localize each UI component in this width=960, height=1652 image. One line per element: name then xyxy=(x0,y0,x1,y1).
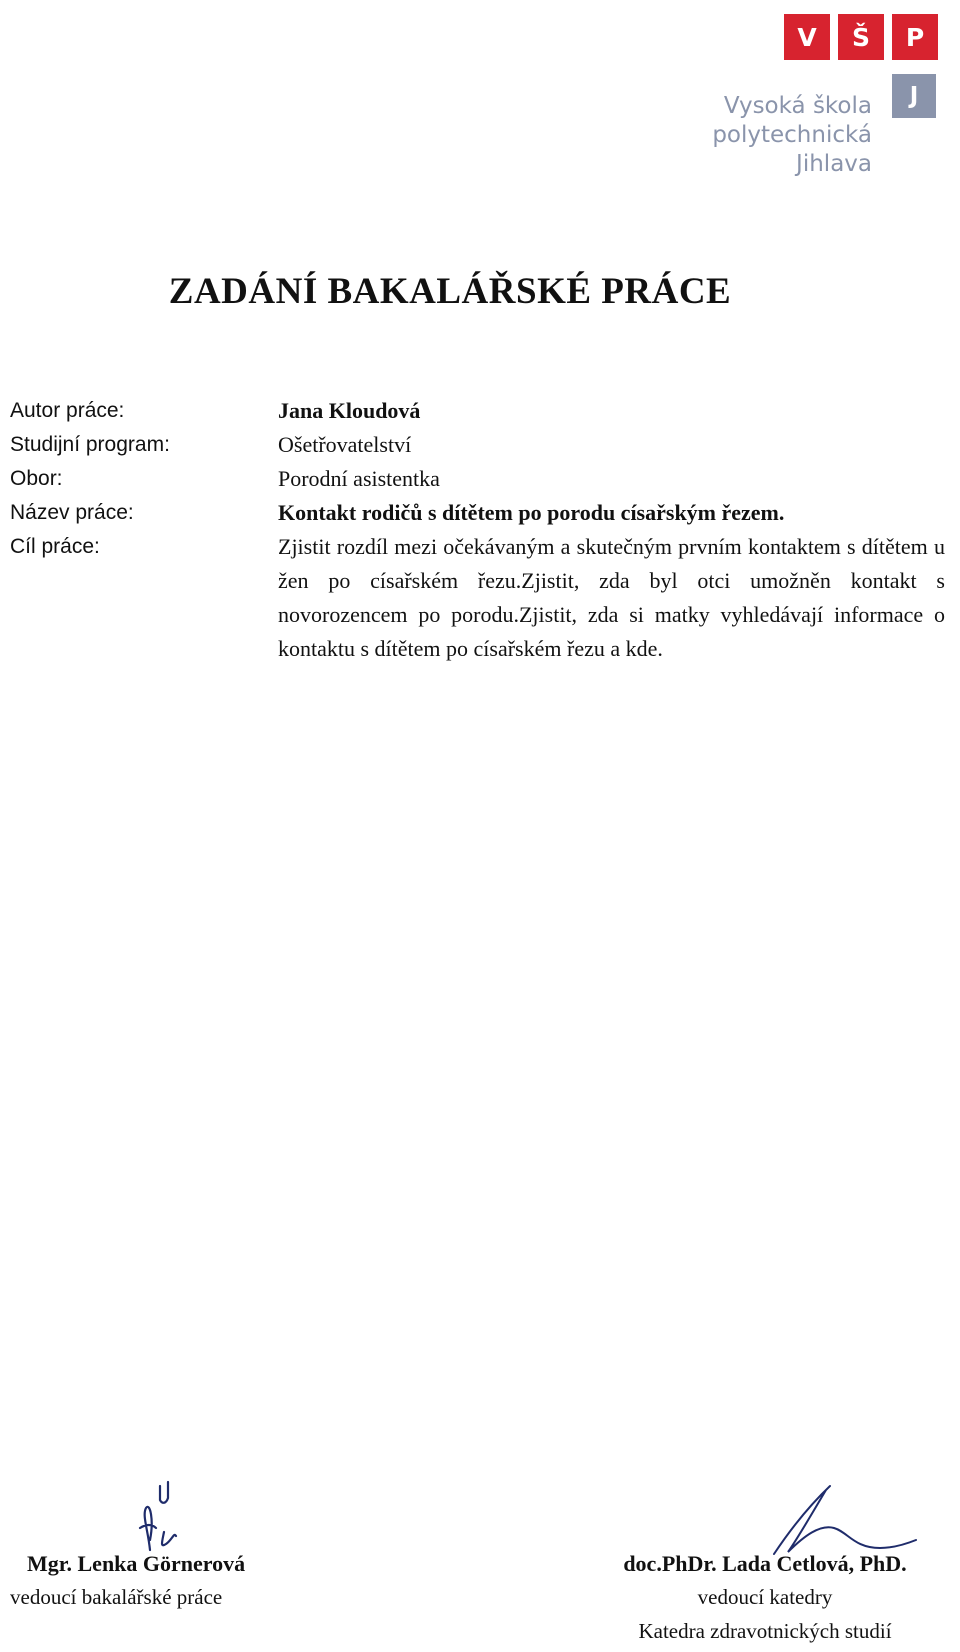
supervisor-name: Mgr. Lenka Görnerová xyxy=(27,1551,246,1576)
head-role: vedoucí katedry xyxy=(697,1585,833,1609)
department-name: Katedra zdravotnických studií xyxy=(638,1619,892,1643)
signature-supervisor xyxy=(10,1548,310,1614)
field-program xyxy=(10,428,945,462)
assignment-details xyxy=(10,394,945,666)
field-label: Obor: xyxy=(10,467,63,490)
field-value: Zjistit rozdíl mezi očekávaným a skutečným prvním kontaktem s dítětem u žen po císařském řezu.Zjistit, zda byl otci umožněn kontakt s novorozencem po porodu.Zjistit, zda si matky vyhledávají informace o kontaktu s dítětem po císařském řezu a kde. xyxy=(278,534,945,661)
logo-letter-s: Š xyxy=(838,14,884,60)
field-label: Název práce: xyxy=(10,501,134,524)
logo-line-1: Vysoká škola xyxy=(723,93,872,119)
school-logo xyxy=(692,14,942,194)
field-label: Studijní program: xyxy=(10,433,170,456)
logo-letter-j: J xyxy=(892,74,936,118)
signature-left-scribble xyxy=(120,1470,200,1555)
logo-letter-v: V xyxy=(784,14,830,60)
field-value: Jana Kloudová xyxy=(278,398,421,423)
field-thesis-title xyxy=(10,496,945,530)
field-label: Autor práce: xyxy=(10,399,125,422)
field-value: Porodní asistentka xyxy=(278,466,440,491)
signature-head-of-department xyxy=(600,1548,930,1648)
head-name: doc.PhDr. Lada Cetlová, PhD. xyxy=(623,1551,907,1576)
supervisor-role: vedoucí bakalářské práce xyxy=(10,1585,223,1609)
logo-line-3: Jihlava xyxy=(796,151,872,177)
field-label: Cíl práce: xyxy=(10,535,100,558)
document-title: ZADÁNÍ BAKALÁŘSKÉ PRÁCE xyxy=(168,271,732,312)
field-specialization xyxy=(10,462,945,496)
logo-line-2: polytechnická xyxy=(712,122,872,148)
field-value: Kontakt rodičů s dítětem po porodu císařským řezem. xyxy=(278,500,785,525)
logo-letter-p: P xyxy=(892,14,938,60)
field-thesis-goal xyxy=(10,530,945,666)
field-value: Ošetřovatelství xyxy=(278,432,412,457)
logo-wordmark xyxy=(712,92,872,179)
field-author xyxy=(10,394,945,428)
